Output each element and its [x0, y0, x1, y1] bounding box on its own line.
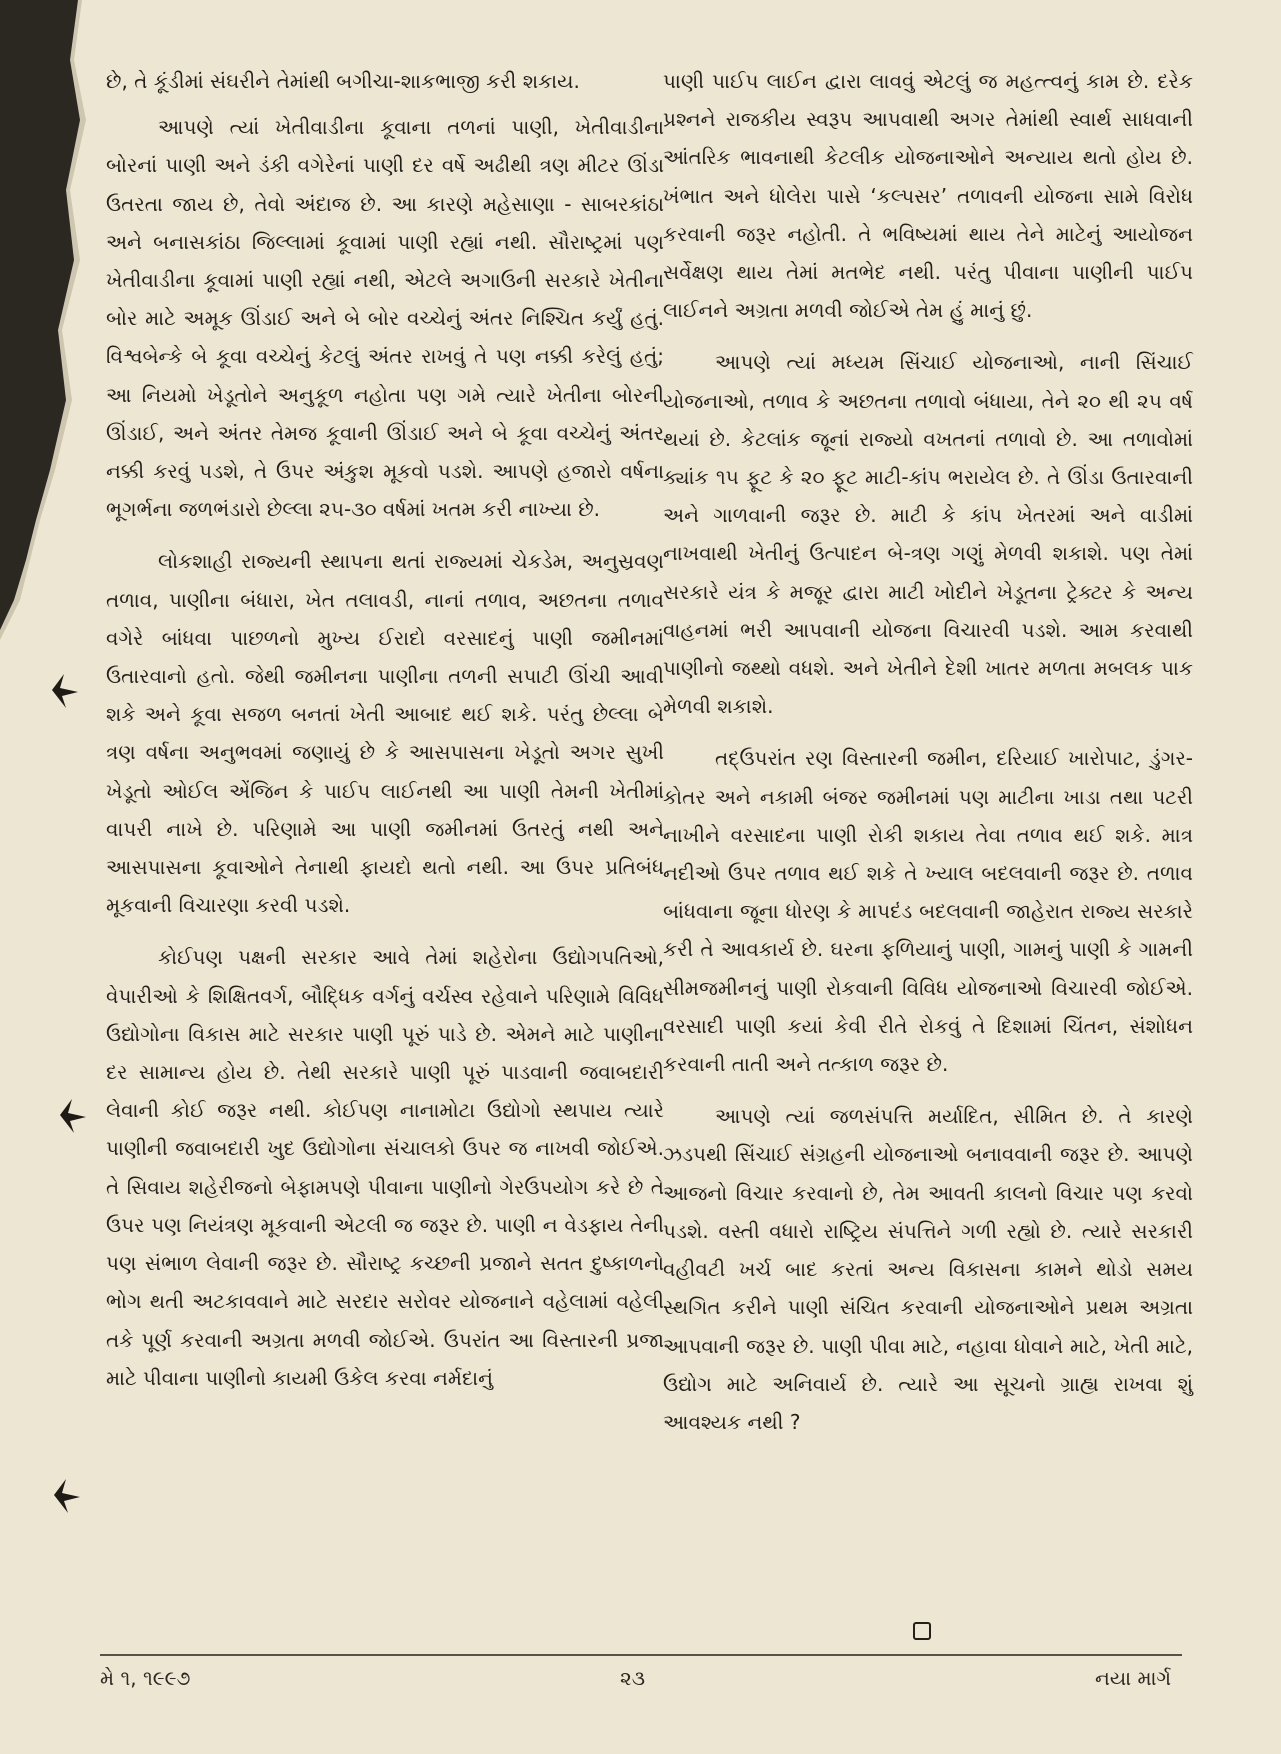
paragraph: આપણે ત્યાં ખેતીવાડીના કૂવાના તળનાં પાણી, ખેતીવાડીના બોરનાં પાણી અને ડંકી વગેરેનાં પાણી દર વર્ષે અઢીથી ત્રણ મીટર ઊંડા ઉતરતા જાય છે, તેવો અંદાજ છે. આ કારણે મહેસાણા - સાબરકાંઠા અને બનાસકાંઠા જિલ્લામાં કૂવામાં પાણી રહ્યાં નથી. સૌરાષ્ટ્રમાં પણ ખેતીવાડીના કૂવામાં પાણી રહ્યાં નથી, એટલે અગાઉની સરકારે ખેતીના બોર માટે અમૂક ઊંડાઈ અને બે બોર વચ્ચેનું અંતર નિશ્ચિત કર્યું હતું. વિશ્વબેન્કે બે કૂવા વચ્ચેનું કેટલું અંતર રાખવું તે પણ નક્કી કરેલું હતું; આ નિયમો ખેડૂતોને અનુકૂળ નહોતા પણ ગમે ત્યારે ખેતીના બોરની ઊંડાઈ, અને અંતર તેમજ કૂવાની ઊંડાઈ અને બે કૂવા વચ્ચેનું અંતર નક્કી કરવું પડશે, તે ઉપર અંકુશ મૂકવો પડશે. આપણે હજારો વર્ષના ભૂગર્ભના જળભંડારો છેલ્લા ૨૫-૩૦ વર્ષમાં ખતમ કરી નાખ્યા છે.	[106, 115, 664, 522]
left-column	[106, 62, 664, 1405]
punch-hole-mark	[50, 670, 80, 710]
end-of-article-square-icon	[913, 1622, 931, 1640]
paragraph: છે, તે કૂંડીમાં સંઘરીને તેમાંથી બગીચા-શાકભાજી કરી શકાય.	[106, 69, 580, 93]
magazine-name: નયા માર્ગ	[1095, 1666, 1172, 1690]
right-column	[663, 62, 1193, 1449]
paragraph: કોઈપણ પક્ષની સરકાર આવે તેમાં શહેરોના ઉદ્યોગપતિઓ, વેપારીઓ કે શિક્ષિતવર્ગ, બૌદ્ધિક વર્ગનું વર્ચસ્વ રહેવાને પરિણામે વિવિધ ઉદ્યોગોના વિકાસ માટે સરકાર પાણી પૂરું પાડે છે. એમને માટે પાણીના દર સામાન્ય હોય છે. તેથી સરકારે પાણી પૂરું પાડવાની જવાબદારી લેવાની કોઈ જરૂર નથી. કોઈપણ નાનામોટા ઉદ્યોગો સ્થપાય ત્યારે પાણીની જવાબદારી ખુદ ઉદ્યોગોના સંચાલકો ઉપર જ નાખવી જોઈએ. તે સિવાય શહેરીજનો બેફામપણે પીવાના પાણીનો ગેરઉપયોગ કરે છે તે ઉપર પણ નિયંત્રણ મૂકવાની એટલી જ જરૂર છે. પાણી ન વેડફાય તેની પણ સંભાળ લેવાની જરૂર છે. સૌરાષ્ટ્ર કચ્છની પ્રજાને સતત દુષ્કાળનો ભોગ થતી અટકાવવાને માટે સરદાર સરોવર યોજનાને વહેલામાં વહેલી તકે પૂર્ણ કરવાની અગ્રતા મળવી જોઈએ. ઉપરાંત આ વિસ્તારની પ્રજા માટે પીવાના પાણીનો કાયમી ઉકેલ કરવા નર્મદાનું	[106, 945, 664, 1390]
punch-hole-mark	[52, 1475, 82, 1515]
paragraph: આપણે ત્યાં જળસંપત્તિ મર્યાદિત, સીમિત છે. તે કારણે ઝડપથી સિંચાઈ સંગ્રહની યોજનાઓ બનાવવાની જરૂર છે. આપણે આજનો વિચાર કરવાનો છે, તેમ આવતી કાલનો વિચાર પણ કરવો પડશે. વસ્તી વધારો રાષ્ટ્રિય સંપત્તિને ગળી રહ્યો છે. ત્યારે સરકારી વહીવટી ખર્ચ બાદ કરતાં અન્ય વિકાસના કામને થોડો સમય સ્થગિત કરીને પાણી સંચિત કરવાની યોજનાઓને પ્રથમ અગ્રતા આપવાની જરૂર છે. પાણી પીવા માટે, નહાવા ધોવાને માટે, ખેતી માટે, ઉદ્યોગ માટે અનિવાર્ય છે. ત્યારે આ સૂચનો ગ્રાહ્ય રાખવા શું આવશ્યક નથી ?	[663, 1104, 1193, 1434]
page-number: ૨૩	[620, 1666, 646, 1690]
punch-hole-mark	[58, 1095, 88, 1135]
paragraph: આપણે ત્યાં મધ્યમ સિંચાઈ યોજનાઓ, નાની સિંચાઈ યોજનાઓ, તળાવ કે અછતના તળાવો બંધાયા, તેને ૨૦ થી ૨૫ વર્ષ થયાં છે. કેટલાંક જૂનાં રાજ્યો વખતનાં તળાવો છે. આ તળાવોમાં ક્યાંક ૧૫ ફૂટ કે ૨૦ ફૂટ માટી-કાંપ ભરાયેલ છે. તે ઊંડા ઉતારવાની અને ગાળવાની જરૂર છે. માટી કે કાંપ ખેતરમાં અને વાડીમાં નાખવાથી ખેતીનું ઉત્પાદન બે-ત્રણ ગણું મેળવી શકાશે. પણ તેમાં સરકારે યંત્ર કે મજૂર દ્વારા માટી ખોદીને ખેડૂતના ટ્રેક્ટર કે અન્ય વાહનમાં ભરી આપવાની યોજના વિચારવી પડશે. આમ કરવાથી પાણીનો જથ્થો વધશે. અને ખેતીને દેશી ખાતર મળતા મબલક પાક મેળવી શકાશે.	[663, 350, 1193, 719]
paragraph: પાણી પાઈપ લાઈન દ્વારા લાવવું એટલું જ મહત્ત્વનું કામ છે. દરેક પ્રશ્નને રાજકીય સ્વરૂપ આપવાથી અગર તેમાંથી સ્વાર્થ સાધવાની આંતરિક ભાવનાથી કેટલીક યોજનાઓને અન્યાય થતો હોય છે. ખંભાત અને ધોલેરા પાસે ‘કલ્પસર’ તળાવની યોજના સામે વિરોધ કરવાની જરૂર નહોતી. તે ભવિષ્યમાં થાય તેને માટેનું આયોજન સર્વેક્ષણ થાય તેમાં મતભેદ નથી. પરંતુ પીવાના પાણીની પાઈપ લાઈનને અગ્રતા મળવી જોઈએ તેમ હું માનું છું.	[663, 69, 1193, 323]
issue-date: મે ૧, ૧૯૯૭	[100, 1666, 191, 1690]
paragraph: તદ્‌ઉપરાંત રણ વિસ્તારની જમીન, દરિયાઈ ખારોપાટ, ડુંગર-કોતર અને નકામી બંજર જમીનમાં પણ માટીના ખાડા તથા પટરી નાખીને વરસાદના પાણી રોકી શકાય તેવા તળાવ થઈ શકે. માત્ર નદીઓ ઉપર તળાવ થઈ શકે તે ખ્યાલ બદલવાની જરૂર છે. તળાવ બાંધવાના જૂના ધોરણ કે માપદંડ બદલવાની જાહેરાત રાજ્ય સરકારે કરી તે આવકાર્ય છે. ઘરના ફળિયાનું પાણી, ગામનું પાણી કે ગામની સીમજમીનનું પાણી રોકવાની વિવિધ યોજનાઓ વિચારવી જોઈએ. વરસાદી પાણી કયાં કેવી રીતે રોકવું તે દિશામાં ચિંતન, સંશોધન કરવાની તાતી અને તત્કાળ જરૂર છે.	[663, 746, 1193, 1077]
paragraph: લોકશાહી રાજ્યની સ્થાપના થતાં રાજ્યમાં ચેકડેમ, અનુસ્રવણ તળાવ, પાણીના બંધારા, ખેત તલાવડી, નાનાં તળાવ, અછતના તળાવ વગેરે બાંધવા પાછળનો મુખ્ય ઈરાદો વરસાદનું પાણી જમીનમાં ઉતારવાનો હતો. જેથી જમીનના પાણીના તળની સપાટી ઊંચી આવી શકે અને કૂવા સજળ બનતાં ખેતી આબાદ થઈ શકે. પરંતુ છેલ્લા બે ત્રણ વર્ષના અનુભવમાં જણાયું છે કે આસપાસના ખેડૂતો અગર સુખી ખેડૂતો ઓઈલ એંજિન કે પાઈપ લાઈનથી આ પાણી તેમની ખેતીમાં વાપરી નાખે છે. પરિણામે આ પાણી જમીનમાં ઉતરતું નથી અને આસપાસના કૂવાઓને તેનાથી ફાયદો થતો નથી. આ ઉપર પ્રતિબંધ મૂકવાની વિચારણા કરવી પડશે.	[106, 549, 664, 918]
footer-divider	[100, 1654, 1182, 1656]
